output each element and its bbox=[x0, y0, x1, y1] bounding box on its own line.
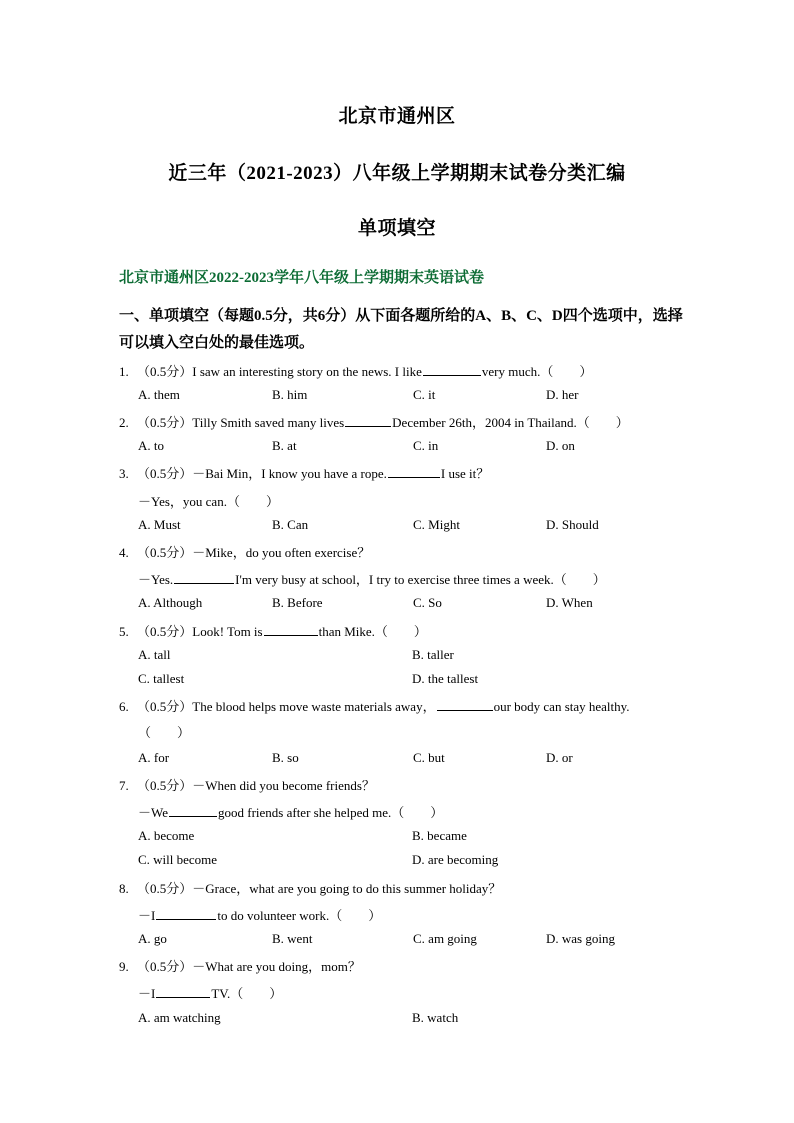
answer-blank bbox=[437, 698, 493, 711]
option-c: C. am going bbox=[413, 931, 477, 946]
option-d: D. on bbox=[546, 438, 575, 453]
option-a: A. Must bbox=[138, 517, 181, 532]
reply-text-end: TV.（ ） bbox=[211, 986, 283, 1001]
question-text-end: December 26th，2004 in Thailand.（ ） bbox=[392, 415, 629, 430]
option-b: B. watch bbox=[412, 1010, 459, 1025]
question-9 bbox=[119, 956, 361, 975]
reply-text: －Yes. bbox=[138, 572, 174, 587]
question-number: 4. bbox=[119, 545, 129, 560]
option-a: A. am watching bbox=[138, 1010, 221, 1025]
option-b: B. went bbox=[272, 931, 313, 946]
question-number: 9. bbox=[119, 959, 129, 974]
option-a: A. for bbox=[138, 750, 170, 765]
question-number: 7. bbox=[119, 778, 129, 793]
reply-text-end: to do volunteer work.（ ） bbox=[217, 908, 382, 923]
option-b: B. Can bbox=[272, 517, 309, 532]
answer-blank bbox=[156, 985, 210, 998]
option-d: D. or bbox=[546, 750, 573, 765]
option-d: D. When bbox=[546, 595, 593, 610]
option-a: A. become bbox=[138, 828, 195, 843]
reply-text: －I bbox=[138, 908, 156, 923]
option-c: C. tallest bbox=[138, 671, 185, 686]
option-a: A. them bbox=[138, 387, 180, 402]
question-text-end: I use it？ bbox=[440, 466, 490, 481]
question-text: （0.5分）－Bai Min，I know you have a rope. bbox=[137, 466, 387, 481]
question-number: 6. bbox=[119, 699, 129, 714]
answer-blank bbox=[169, 804, 217, 817]
option-c: C. will become bbox=[138, 852, 218, 867]
question-8 bbox=[119, 878, 501, 897]
option-c: C. it bbox=[413, 387, 436, 402]
reply-text-end: I'm very busy at school，I try to exercise three times a week.（ ） bbox=[235, 572, 606, 587]
question-7-reply bbox=[138, 802, 443, 821]
option-c: C. but bbox=[413, 750, 445, 765]
option-a: A. tall bbox=[138, 647, 171, 662]
option-c: C. in bbox=[413, 438, 439, 453]
question-text: （0.5分）Look! Tom is bbox=[137, 624, 263, 639]
question-number: 1. bbox=[119, 364, 129, 379]
option-a: A. Although bbox=[138, 595, 203, 610]
document-title-region: 北京市通州区 bbox=[338, 106, 456, 127]
answer-blank bbox=[264, 623, 318, 636]
option-d: D. Should bbox=[546, 517, 599, 532]
question-7 bbox=[119, 775, 375, 794]
option-a: A. to bbox=[138, 438, 164, 453]
question-3-reply: －Yes，you can.（ ） bbox=[138, 494, 279, 509]
exam-name: 北京市通州区2022-2023学年八年级上学期期末英语试卷 bbox=[119, 270, 484, 286]
question-number: 5. bbox=[119, 624, 129, 639]
answer-blank bbox=[388, 465, 440, 478]
option-c: C. So bbox=[413, 595, 442, 610]
reply-text-end: good friends after she helped me.（ ） bbox=[218, 805, 444, 820]
question-4-reply bbox=[138, 569, 606, 588]
answer-blank bbox=[156, 907, 216, 920]
question-text: （0.5分）－What are you doing，mom？ bbox=[137, 959, 361, 974]
question-3 bbox=[119, 463, 489, 482]
section-heading: 一、单项填空（每题0.5分，共6分）从下面各题所给的A、B、C、D四个选项中，选择可以填入空白处的最佳选项。 bbox=[119, 308, 683, 351]
option-d: D. was going bbox=[546, 931, 615, 946]
question-text: （0.5分）The blood helps move waste materials away， bbox=[137, 699, 436, 714]
option-b: B. taller bbox=[412, 647, 454, 662]
document-title-topic: 单项填空 bbox=[357, 218, 436, 239]
reply-text: －We bbox=[138, 805, 168, 820]
question-text-end: than Mike.（ ） bbox=[318, 624, 427, 639]
option-c: C. Might bbox=[413, 517, 460, 532]
answer-blank bbox=[423, 363, 481, 376]
document-title-main: 近三年（2021-2023）八年级上学期期末试卷分类汇编 bbox=[168, 163, 626, 184]
option-d: D. her bbox=[546, 387, 579, 402]
question-text: （0.5分）－Grace，what are you going to do this summer holiday？ bbox=[137, 881, 502, 896]
question-text: （0.5分）Tilly Smith saved many lives bbox=[137, 415, 345, 430]
option-b: B. Before bbox=[272, 595, 323, 610]
question-number: 2. bbox=[119, 415, 129, 430]
question-1 bbox=[119, 361, 592, 380]
question-text: （0.5分）I saw an interesting story on the news. I like bbox=[137, 364, 422, 379]
option-d: D. the tallest bbox=[412, 671, 479, 686]
reply-text: －I bbox=[138, 986, 156, 1001]
question-text: （0.5分）－Mike，do you often exercise？ bbox=[137, 545, 371, 560]
option-a: A. go bbox=[138, 931, 167, 946]
question-6 bbox=[119, 696, 630, 715]
answer-blank bbox=[345, 414, 391, 427]
question-4 bbox=[119, 542, 370, 561]
question-number: 3. bbox=[119, 466, 129, 481]
question-9-reply bbox=[138, 983, 282, 1002]
question-text-end: our body can stay healthy. bbox=[493, 699, 630, 714]
question-text-end: very much.（ ） bbox=[481, 364, 593, 379]
option-d: D. are becoming bbox=[412, 852, 499, 867]
question-8-reply bbox=[138, 905, 381, 924]
option-b: B. him bbox=[272, 387, 308, 402]
question-6-answer-paren: （ ） bbox=[138, 725, 191, 740]
option-b: B. so bbox=[272, 750, 299, 765]
question-2 bbox=[119, 412, 629, 431]
question-number: 8. bbox=[119, 881, 129, 896]
question-5 bbox=[119, 621, 427, 640]
option-b: B. at bbox=[272, 438, 297, 453]
option-b: B. became bbox=[412, 828, 467, 843]
question-text: （0.5分）－When did you become friends？ bbox=[137, 778, 375, 793]
answer-blank bbox=[174, 571, 234, 584]
